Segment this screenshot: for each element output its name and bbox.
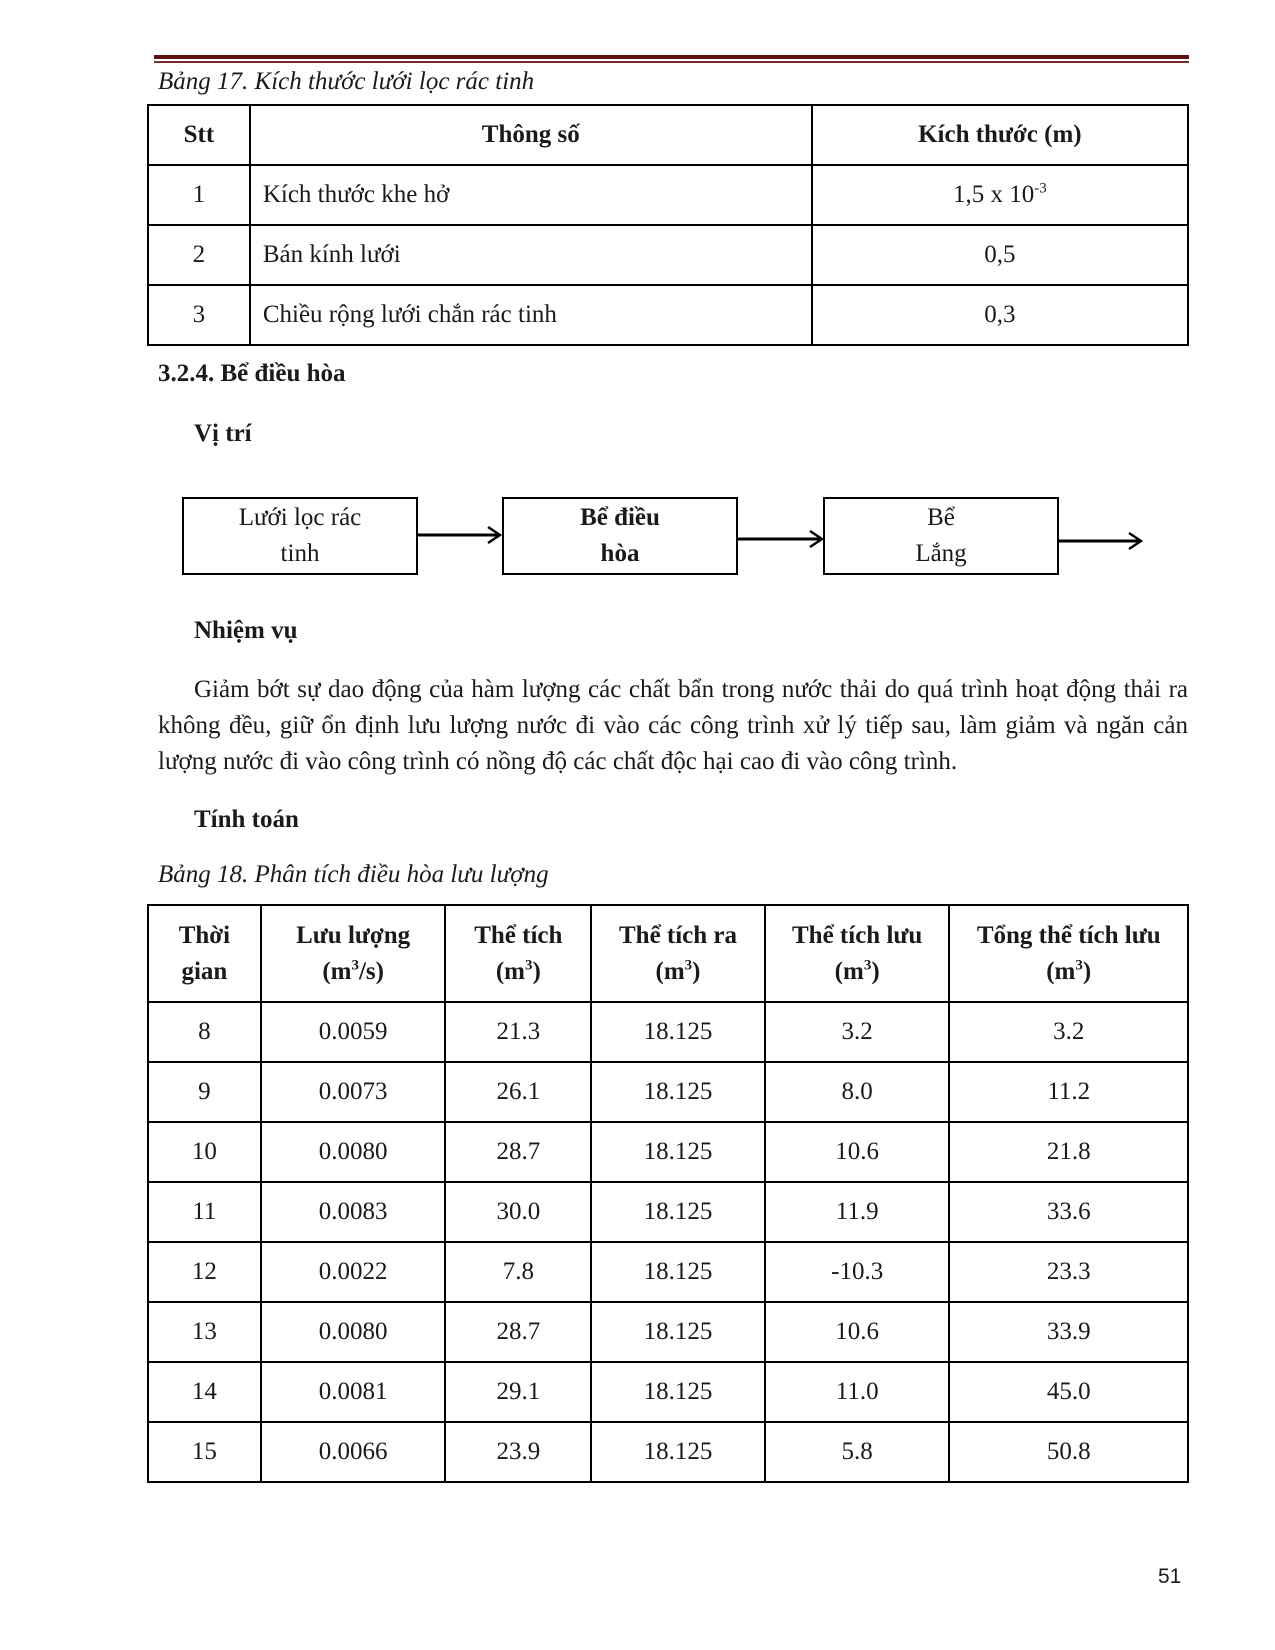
header-unit-exponent: 3 (351, 957, 359, 974)
table-row (148, 1422, 1188, 1482)
value-exponent: -3 (1034, 180, 1047, 197)
header-unit: (m (322, 957, 352, 985)
flow-box-line: tinh (280, 540, 320, 567)
header-rule-thick (154, 55, 1189, 59)
table-cell: 18.125 (591, 1182, 765, 1242)
table-cell: 11.2 (949, 1062, 1188, 1122)
calc-heading: Tính toán (194, 806, 299, 833)
header-stt: Stt (148, 105, 250, 165)
table-cell: 21.3 (445, 1002, 591, 1062)
header-unit-suffix: ) (871, 957, 880, 985)
table-18 (147, 904, 1189, 1483)
table-row (148, 165, 1188, 225)
cell-value: 0,3 (812, 285, 1188, 345)
table-cell: 23.9 (445, 1422, 591, 1482)
table-cell: 18.125 (591, 1242, 765, 1302)
table-row (148, 1182, 1188, 1242)
flow-box-settling (823, 497, 1059, 575)
page-number: 51 (1158, 1565, 1182, 1588)
table18-header-row (148, 905, 1188, 1002)
header-unit: (m (1046, 957, 1076, 985)
header-unit-exponent: 3 (863, 957, 872, 974)
header-unit-exponent: 3 (524, 957, 533, 974)
cell-param: Bán kính lưới (250, 225, 812, 285)
table-row (148, 1362, 1188, 1422)
section-title: 3.2.4. Bể điều hòa (158, 360, 346, 387)
table-cell: 7.8 (445, 1242, 591, 1302)
flow-box-line: hòa (600, 540, 640, 567)
flow-box-equalization (502, 497, 738, 575)
header-size: Kích thước (m) (812, 105, 1188, 165)
table-cell: 18.125 (591, 1362, 765, 1422)
flow-box-line: Bể (927, 504, 955, 531)
arrow-right-icon (738, 529, 824, 549)
header-unit-exponent: 3 (684, 957, 693, 974)
table-cell: 0.0073 (261, 1062, 446, 1122)
task-paragraph: Giảm bớt sự dao động của hàm lượng các chất bẩn trong nước thải do quá trình hoạt động thải ra không đều, giữ ổn định lưu lượng nước đi vào các công trình xử lý tiếp sau, làm giảm và ngăn cản lượng nước đi vào công trình có nồng độ các chất độc hại cao đi vào công trình. (158, 676, 1188, 775)
header-line: Thể tích lưu (792, 921, 923, 949)
header-rule-thin (154, 61, 1189, 63)
flow-box-screen (182, 497, 418, 575)
header-unit-suffix: ) (692, 957, 701, 985)
cell-value (812, 165, 1188, 225)
table-cell: 18.125 (591, 1422, 765, 1482)
table-cell: 30.0 (445, 1182, 591, 1242)
header-unit-suffix: ) (1082, 957, 1092, 985)
table17-caption: Bảng 17. Kích thước lưới lọc rác tinh (158, 68, 535, 95)
table-cell: 28.7 (445, 1302, 591, 1362)
header-param: Thông số (250, 105, 812, 165)
table-cell: -10.3 (765, 1242, 950, 1302)
table-cell: 12 (148, 1242, 261, 1302)
table-cell: 28.7 (445, 1122, 591, 1182)
flow-box-line: Lắng (915, 540, 967, 567)
header-line: Thời (178, 921, 231, 949)
header-line: Thể tích ra (618, 921, 738, 949)
table-row (148, 1122, 1188, 1182)
table-cell: 50.8 (949, 1422, 1188, 1482)
arrow-right-icon (1059, 531, 1143, 551)
table-cell: 21.8 (949, 1122, 1188, 1182)
header-cell (148, 905, 261, 1002)
header-cell (591, 905, 765, 1002)
table-cell: 10.6 (765, 1122, 950, 1182)
table-cell: 0.0059 (261, 1002, 446, 1062)
cell-param: Kích thước khe hở (250, 165, 812, 225)
table-row (148, 285, 1188, 345)
table-cell: 3.2 (765, 1002, 950, 1062)
table-row (148, 1242, 1188, 1302)
cell-stt: 1 (148, 165, 250, 225)
table-cell: 18.125 (591, 1302, 765, 1362)
table-cell: 15 (148, 1422, 261, 1482)
table-cell: 9 (148, 1062, 261, 1122)
table-cell: 11 (148, 1182, 261, 1242)
table-cell: 26.1 (445, 1062, 591, 1122)
table-cell: 18.125 (591, 1062, 765, 1122)
task-heading: Nhiệm vụ (194, 617, 298, 644)
header-unit: (m (495, 957, 525, 985)
header-line: Thể tích (474, 921, 563, 949)
table17-header-row (148, 105, 1188, 165)
header-unit-suffix: /s) (358, 957, 384, 985)
table-cell: 33.6 (949, 1182, 1188, 1242)
header-unit: (m (834, 957, 864, 985)
table-cell: 0.0066 (261, 1422, 446, 1482)
flow-box-line: Bể điều (580, 504, 660, 531)
table-cell: 11.0 (765, 1362, 950, 1422)
header-line: Lưu lượng (296, 921, 411, 949)
table18-caption: Bảng 18. Phân tích điều hòa lưu lượng (158, 861, 549, 888)
table-cell: 5.8 (765, 1422, 950, 1482)
table-cell: 23.3 (949, 1242, 1188, 1302)
table-cell: 29.1 (445, 1362, 591, 1422)
table-cell: 10.6 (765, 1302, 950, 1362)
table-row (148, 1302, 1188, 1362)
table-cell: 3.2 (949, 1002, 1188, 1062)
cell-stt: 3 (148, 285, 250, 345)
table-cell: 33.9 (949, 1302, 1188, 1362)
table-17 (147, 104, 1189, 346)
cell-param: Chiều rộng lưới chắn rác tinh (250, 285, 812, 345)
table-cell: 10 (148, 1122, 261, 1182)
table-row (148, 225, 1188, 285)
arrow-right-icon (418, 525, 502, 545)
table18-body (148, 1002, 1188, 1482)
flow-box-line: Lưới lọc rác (238, 504, 362, 531)
header-unit: (m (655, 957, 685, 985)
table-cell: 13 (148, 1302, 261, 1362)
header-cell (765, 905, 950, 1002)
location-heading: Vị trí (194, 420, 252, 447)
header-line: Tổng thể tích lưu (976, 921, 1161, 949)
table-cell: 18.125 (591, 1122, 765, 1182)
table-cell: 0.0022 (261, 1242, 446, 1302)
table-cell: 0.0080 (261, 1122, 446, 1182)
header-cell (949, 905, 1188, 1002)
cell-stt: 2 (148, 225, 250, 285)
table-cell: 8 (148, 1002, 261, 1062)
header-unit-suffix: ) (532, 957, 541, 985)
table-cell: 18.125 (591, 1002, 765, 1062)
table-cell: 0.0081 (261, 1362, 446, 1422)
table-cell: 45.0 (949, 1362, 1188, 1422)
header-cell (445, 905, 591, 1002)
header-cell (261, 905, 446, 1002)
table-cell: 0.0083 (261, 1182, 446, 1242)
header-unit: gian (181, 957, 228, 985)
table-cell: 0.0080 (261, 1302, 446, 1362)
value-base: 1,5 x 10 (952, 181, 1035, 208)
cell-value: 0,5 (812, 225, 1188, 285)
table-cell: 11.9 (765, 1182, 950, 1242)
header-unit-exponent: 3 (1075, 957, 1083, 974)
table-row (148, 1062, 1188, 1122)
table-row (148, 1002, 1188, 1062)
table-cell: 8.0 (765, 1062, 950, 1122)
table-cell: 14 (148, 1362, 261, 1422)
